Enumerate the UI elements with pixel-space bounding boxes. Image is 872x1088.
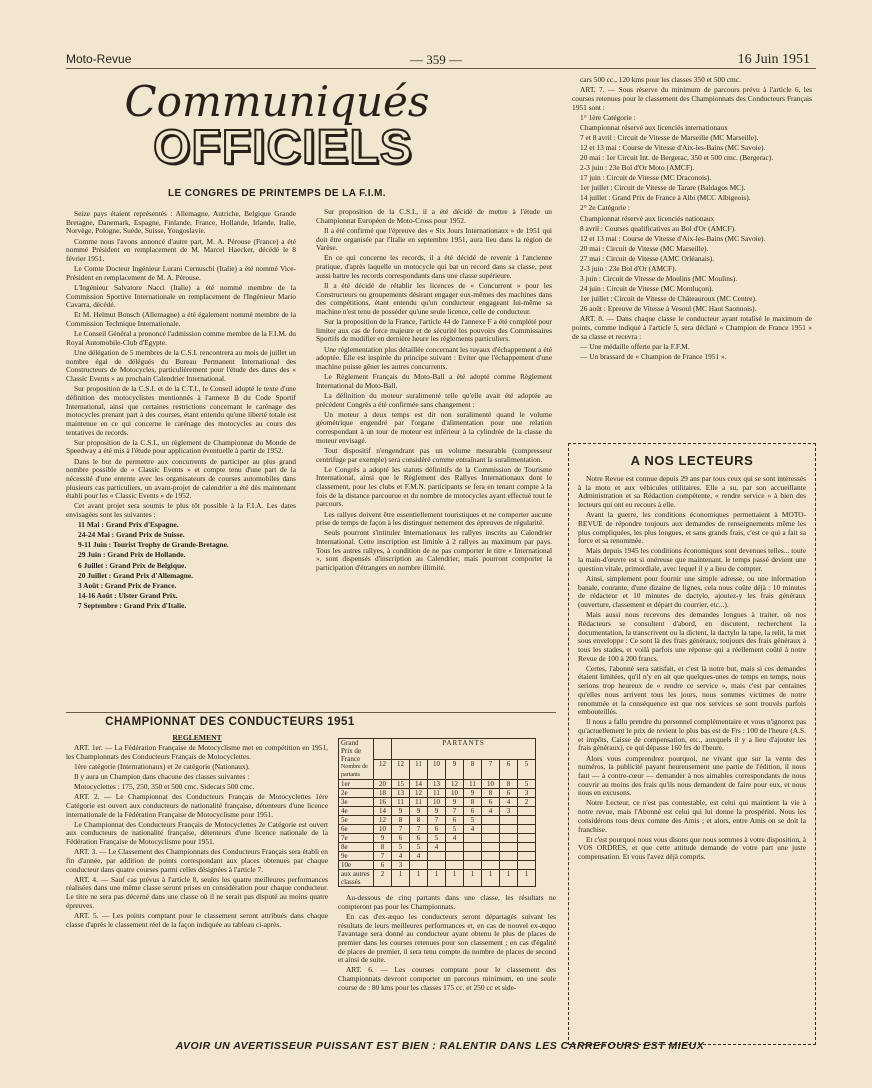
points-cell [518,843,536,852]
paragraph: Mais aussi nous recevons des demandes longues à traiter, où nos Rédacteurs se consultent d'abord, en discutent, recherchent la documentation, la transcrivent ou la dictent, la dactylo la tape, la relit, la met sous enveloppe : Ce sont là des frais généraux, toujours des frais généraux à tous les stades, et voilà parfois une réponse qui a réellement coûté à notre Revue de 100 à 200 francs. [578,610,806,663]
corner-sub: Nombre de partants [341,764,368,778]
column-header: 7 [482,759,500,780]
points-cell [446,843,464,852]
header-rule [66,68,816,69]
paragraph: Sur la proposition de la France, l'article 44 de l'annexe F a été complété pour limiter aux cas de force majeure et de sécurité les pouvoirs des Commissaires Sportifs de modifier en dernière heure les règlements particuliers. [316,317,552,344]
paragraph: En cas d'ex-æquo les conducteurs seront départagés suivant les résultats de leurs meilleures performances et, en cas de nouvel ex-æquo l'avantage sera donné au conducteur ayant obtenu le plus de places de premier dans les courses retenues pour son classement ; en cas d'égalité de places de premier, il sera tenu compte du nombre de places de second et ainsi de suite. [338,911,556,965]
paragraph: Et c'est pourquoi nous vous disons que nous sommes à votre disposition, à VOS ORDRES, et que cette attitude demande de votre part une juste compensation. Et vous l'avez déjà compris. [578,834,806,862]
table-row [339,789,536,798]
congress-subtitle: LE CONGRES DE PRINTEMPS DE LA F.I.M. [168,188,386,199]
paragraph: Un moteur à deux temps est dit non suralimenté quand le volume géométrique engendré par l'organe d'alimentation pour une relation correspondant à un tour de moteur est inférieur à la cylindrée de la classe du moteur envisagé. [316,409,552,445]
points-cell: 16 [374,798,392,807]
points-cell: 1 [392,870,410,887]
points-cell [518,807,536,816]
points-cell: 4 [392,852,410,861]
table-row [339,816,536,825]
paragraph: Le Règlement Français du Moto-Ball a été adopté comme Règlement International du Moto-Ball. [316,372,552,390]
championship-title: CHAMPIONNAT DES CONDUCTEURS 1951 [105,716,355,728]
paragraph: Ainsi, simplement pour fournir une simple adresse, ou une information banale, courante, d'une dizaine de lignes, cela nous coûte déjà : 10 minutes de rédacteur et 10 minutes de dactylo, ajoutez-y les frais généraux (ouverture, classement et départ du courrier, etc...). [578,573,806,610]
table-row [339,798,536,807]
paragraph: Au-dessous de cinq partants dans une classe, les résultats ne compteront pas pour les Championnats. [338,893,556,911]
points-cell: 5 [392,843,410,852]
points-cell [518,834,536,843]
paragraph: Une délégation de 5 membres de la C.S.I. rencontrera au mois de juillet un nombre égal de délégués du Bureau Permanent International des Constructeurs de Motocycles, particulièrement pour l'étude des dates des « Classic Events » au prochain Calendrier International. [66,347,296,383]
paragraph: ART. 8. — Dans chaque classe le conducteur ayant totalisé le maximum de points, comme indiqué à l'article 5, sera déclaré « Champion de France 1951 » de sa classe et recevra : [572,314,812,341]
paragraph: ART. 7. — Sous réserve du minimum de parcours prévu à l'article 6, les courses retenues pour le classement des Championnats des Conducteurs Français 1951 sont : [572,85,812,112]
corner-label: Grand Prix de France [341,739,362,763]
points-cell: 6 [410,834,428,843]
points-cell [482,861,500,870]
readers-notice-title: A NOS LECTEURS [630,453,754,468]
safety-slogan: AVOIR UN AVERTISSEUR PUISSANT EST BIEN : RALENTIR DANS LES CARREFOURS EST MIEUX [175,1040,705,1052]
paragraph: Motocyclettes : 175, 250, 350 et 500 cmc. Sidecars 500 cmc. [74,782,255,792]
points-cell: 4 [428,843,446,852]
points-cell: 18 [374,789,392,798]
points-cell [464,843,482,852]
event-date: 7 Septembre : Grand Prix d'Italie. [78,600,187,610]
points-cell: 6 [428,825,446,834]
column-header: 9 [446,759,464,780]
points-cell: 8 [392,816,410,825]
points-cell: 4 [482,807,500,816]
column-header [374,739,392,760]
paragraph: 1er juillet : Circuit de Vitesse de Tarare (Baldagos MC). [580,183,746,193]
paragraph: 8 avril : Courses qualificatives au Bol d'Or (AMCF). [580,223,736,233]
paragraph: Certes, l'abonné sera satisfait, et c'est là notre but, mais si ces demandes étaient limitées, qu'il n'y en ait que quelques-unes de temps en temps, nous serions trop heureux de « rendre ce service », mais c'est par centaines qu'elles nous arrivent tous les jours, nous sommes victimes de notre renommée et la conséquence est que nos services se sont trouvés parfois embouteillés. [578,663,806,717]
event-date: 29 Juin : Grand Prix de Hollande. [78,550,186,560]
points-cell [518,816,536,825]
paragraph: 24 juin : Circuit de Vitesse (MC Montluçon). [580,284,714,294]
event-date: 9-11 Juin : Tourist Trophy de Grande-Bretagne. [78,540,229,550]
event-date: 3 Août : Grand Prix de France. [78,580,177,590]
paragraph: 3 juin : Circuit de Vitesse de Moulins (MC Moulins). [580,274,738,284]
points-cell: 1 [482,870,500,887]
partants-header: PARTANTS [392,739,536,760]
points-cell: 7 [410,825,428,834]
paragraph: ART. 3. — Le Classement des Championnats des Conducteurs Français sera établi en fin d'année, par addition de points correspondant aux places obtenues par chaque conducteur dans quatre courses parmi celles désignées à l'article 7. [66,847,328,874]
points-cell: 1 [500,870,518,887]
paragraph: L'Ingénieur Salvatore Nacci (Italie) a été nommé membre de la Commission Sportive Internationale en remplacement de l'Ingénieur Mario Cavarra, décédé. [66,282,296,310]
paragraph: — Un brassard de « Champion de France 1951 ». [580,352,727,362]
points-cell: 5 [410,843,428,852]
place-label: 10e [339,861,374,870]
place-label: 6e [339,825,374,834]
points-cell: 9 [392,807,410,816]
points-cell: 7 [428,816,446,825]
table-row [339,852,536,861]
publication-name: Moto-Revue [66,52,132,66]
issue-date: 16 Juin 1951 [737,52,810,67]
paragraph: Le Comte Docteur Ingénieur Lurani Cernuschi (Italie) a été nommé Vice-Président en remplacement de M. A. Pérouse. [66,264,296,282]
points-cell: 8 [410,816,428,825]
reglement-heading: REGLEMENT [172,733,222,742]
column-1 [66,210,296,612]
table-row [339,834,536,843]
points-cell [446,852,464,861]
paragraph: 20 mai : Circuit de Vitesse (MC Marseille). [580,243,709,253]
points-cell [428,852,446,861]
table-row [339,825,536,834]
championship-regulation [66,734,328,931]
points-cell [518,861,536,870]
points-cell [500,843,518,852]
points-cell: 11 [392,798,410,807]
paragraph: Notre Revue est connue depuis 29 ans par tous ceux qui se sont intéressés à la moto et aux véhicules utilitaires. Elle a su, par son accueillante Administration et sa Rédaction compétente, « rendre service » à bien des lecteurs qui ont eu recours à elle. [578,474,806,510]
paragraph: Et M. Helmut Bonsch (Allemagne) a été également nommé membre de la Commission Technique Internationale. [66,310,296,328]
points-cell: 7 [446,807,464,816]
paragraph: Avant la guerre, les conditions économiques permettaient à MOTO-REVUE de répondre toujours aux demandes de renseignements même les plus compliquées, les plus longues, et sans grands frais, c'est ce qui a fait sa force et sa renommée. [578,510,806,546]
paragraph: 17 juin : Circuit de Vitesse (MC Draconois). [580,173,712,183]
title-communiques: Communiqués [124,77,430,126]
points-cell: 14 [374,807,392,816]
championship-continued [338,894,556,994]
paragraph: 20 mai : 1er Circuit Int. de Bergerac, 350 et 500 cmc. (Bergerac). [580,152,774,162]
paragraph: 2-3 juin : 23e Bol d'Or (AMCF). [580,264,677,273]
points-cell [500,852,518,861]
paragraph: Alors vous comprendrez pourquoi, ne vivant que sur la vente des numéros, la publicité payant heureusement une partie de l'édition, il nous faut — à contre-cœur — demander à nos aimables correspondants de nous couvrir au moins des frais qu'ils nous demandent de faire pour eux, et nous nous en excusons. [578,753,806,798]
points-cell: 1 [464,870,482,887]
points-cell: 6 [500,789,518,798]
paragraph: Une réglementation plus détaillée concernant les tuyaux d'échappement a été adoptée. Elle est inspirée du principe suivant : Eviter que l'échappement d'une machine puisse gêner les autres concurrents. [316,344,552,371]
column-header: 11 [410,759,428,780]
paragraph: Cet avant projet sera soumis le plus tôt possible à la F.I.A. Les dates envisagées sont les suivantes : [66,501,296,520]
place-label: 8e [339,843,374,852]
points-cell: 3 [518,789,536,798]
paragraph: Comme nous l'avons annoncé d'autre part, M. A. Pérouse (France) a été nommé Président en remplacement de M. Marcel Haecker, décédé le 8 février 1951. [66,236,296,263]
points-cell: 4 [464,825,482,834]
points-cell: 15 [392,780,410,789]
column-header: 5 [518,759,536,780]
paragraph: 7 et 8 avril : Circuit de Vitesse de Marseille (MC Marseille). [580,132,759,142]
place-label: 3e [339,798,374,807]
points-cell: 11 [464,780,482,789]
points-cell: 6 [446,816,464,825]
paragraph: ART. 2. — Le Championnat des Conducteurs Français de Motocyclettes 1ère Catégorie est ouvert aux conducteurs de nationalité française, détenteurs d'une licence internationale de la Fédération Française de Motocyclisme pour 1951. [66,792,328,819]
points-cell: 1 [446,870,464,887]
column-header: 10 [428,759,446,780]
title-officiels: OFFICIELS [153,121,413,174]
points-cell: 9 [464,789,482,798]
points-cell: 3 [392,861,410,870]
paragraph: Le Championnat des Conducteurs Français de Motocyclettes 2e Catégorie est ouvert aux conducteurs de nationalité française, détenteurs d'une licence nationale de la Fédération Française de Motocyclisme pour 1951. [66,819,328,847]
paragraph: Sur proposition de la C.S.I., un règlement de Championnat du Monde de Speedway a été mis à l'étude pour application éventuelle à partir de 1952. [66,437,296,456]
paragraph: La définition du moteur suralimenté telle qu'elle avait été adoptée au précédent Congrès a été confirmée sans changement : [316,390,552,409]
points-cell [464,861,482,870]
points-cell: 9 [428,807,446,816]
paragraph: Sur proposition de la C.S.I. et de la C.T.I., le Conseil adopté le texte d'une définition des motocyclistes mentionnés à l'annexe B du Code Sportif International, ainsi que certaines restrictions concernant le carénage des motocycles prenant part à des courses, étant entendu qu'une liberté totale est maintenue en ce qui concerne le carénage des motocycles au cours des tentatives de records. [66,384,296,437]
place-label: aux autres classés [339,870,374,887]
points-cell: 5 [446,825,464,834]
place-label: 5e [339,816,374,825]
event-date: 6 Juillet : Grand Prix de Belgique. [78,560,187,570]
points-cell [410,861,428,870]
column-3 [572,76,812,363]
points-cell: 14 [410,780,428,789]
points-cell: 3 [500,807,518,816]
points-cell: 7 [392,825,410,834]
paragraph: Championnat réservé aux licenciés nationaux [580,213,715,223]
paragraph: — Une médaille offerte par la F.F.M. [580,341,690,351]
paragraph: Il a été décidé de rétablir les licences de « Concurrent » pour les Constructeurs ou groupements désirant engager eux-mêmes des machines dans des compétitions, étant entendu qu'un conducteur engageant lui-même sa machine n'est tenu de posséder qu'une seule licence, celle de conducteur. [316,280,552,316]
column-header: 8 [464,759,482,780]
paragraph: Sur proposition de la C.S.I., il a été décidé de mettre à l'étude un Championnat Européen de Moto-Cross pour 1952. [316,207,552,225]
points-cell: 6 [392,834,410,843]
points-cell: 4 [410,852,428,861]
place-label: 9e [339,852,374,861]
points-cell [500,861,518,870]
points-cell: 4 [446,834,464,843]
points-cell: 9 [374,834,392,843]
points-cell: 7 [374,852,392,861]
points-cell [500,825,518,834]
points-cell: 11 [410,798,428,807]
points-cell: 5 [464,816,482,825]
points-cell [518,825,536,834]
table-row [339,807,536,816]
points-cell: 10 [428,798,446,807]
points-cell [464,834,482,843]
place-label: 4e [339,807,374,816]
points-cell: 6 [464,807,482,816]
paragraph: En ce qui concerne les records, il a été décidé de revenir à l'ancienne pratique, d'après laquelle un motocycle qui bat un record dans sa classe, peut aussi battre les records correspondants dans une classe supérieure. [316,253,552,280]
points-table [338,738,536,887]
points-cell: 5 [428,834,446,843]
paragraph: Il y aura un Champion dans chacune des classes suivantes : [74,771,250,781]
points-cell [446,861,464,870]
points-cell: 6 [482,798,500,807]
paragraph: ART. 5. — Les points comptant pour le classement seront attribués dans chaque classe d'après le classement réel de la façon indiquée au tableau ci-après. [66,910,328,929]
section-rule [66,712,556,713]
paragraph: Seize pays étaient représentés : Allemagne, Autriche, Belgique Grande Bretagne, Danemark, Espagne, Finlande, France, Hollande, Irlande, Italie, Norvège, Pologne, Suède, Suisse, Yougoslavie. [66,209,296,236]
paragraph: Il nous a fallu prendre du personnel complémentaire et vous n'ignorez pas qu'actuellement le prix de revient le plus bas est de Frs : 100 de l'heure (A.S. et impôts, Caisse de compensation, etc., auxquels il y a lieu d'ajouter les frais généraux), ce qui dépasse 160 frs de l'heure. [578,717,806,753]
paragraph: ART. 1er. — La Fédération Française de Motocyclisme met en compétition en 1951, les Championnats des Conducteurs Français de Motocyclettes. [66,743,328,761]
points-cell: 8 [464,798,482,807]
points-cell: 12 [446,780,464,789]
paragraph: 2° 2e Catégorie : [580,203,630,213]
points-cell [500,816,518,825]
paragraph: Seuls pourront s'intituler Internationaux les rallyes inscrits au Calendrier International. Cette inscription est limitée à 2 rallyes au maximum par pays. Tous les autres rallyes, à condition de ne pas comporter le titre « International », sont dispensés d'inscription au Calendrier, mais pourront comporter la participation d'étrangers en nombre illimité. [316,528,552,573]
points-cell [500,834,518,843]
paragraph: 26 août : Epreuve de Vitesse à Vesoul (MC Haut Saonnois). [580,304,757,314]
event-date: 14-16 Août : Ulster Grand Prix. [78,590,178,600]
paragraph: cars 500 cc., 120 kms pour les classes 350 et 500 cmc. [580,75,741,84]
paragraph: 2-3 juin : 23e Bol d'Or Moto (AMCF). [580,163,695,173]
points-cell: 11 [428,789,446,798]
points-cell: 4 [500,798,518,807]
points-cell [464,852,482,861]
paragraph: Le Conseil Général a prononcé l'admission comme membre de la F.I.M. du Royal Automobile-Club d'Egypte. [66,329,296,347]
paragraph: Tout dispositif n'engendrant pas un volume mesurable (compresseur centrifuge par exemple) sera considéré comme entraînant la suralimentation. [316,445,552,464]
points-cell: 20 [374,780,392,789]
points-cell: 13 [392,789,410,798]
paragraph: 1° 1ère Catégorie : [580,112,636,122]
readers-notice-text [578,475,806,863]
event-date: 24-24 Mai : Grand Prix de Suisse. [78,530,185,540]
paragraph: ART. 6. — Les courses comptant pour le classement des Championnats devront comporter un parcours minimum, en une seule course de : 80 kms pour les classes 175 cc. et 250 cc et side- [338,965,556,992]
paragraph: Notre Lecteur, ce n'est pas contestable, est celui qui maintient la vie à notre revue, mais l'Abonné est celui qui lui donne la prospérité. Nous les considérons tous deux comme des Amis ; et alors, entre Amis on se doit la franchise. [578,798,806,834]
points-cell: 10 [446,789,464,798]
table-corner [339,739,374,780]
table-row [339,861,536,870]
paragraph: 1ère catégorie (Internationaux) et 2e catégorie (Nationaux). [74,761,250,771]
points-cell: 9 [446,798,464,807]
paragraph: 27 mai : Circuit de Vitesse (AMC Orléanais). [580,253,715,263]
points-cell: 9 [410,807,428,816]
place-label: 1er [339,780,374,789]
points-cell: 5 [518,780,536,789]
column-header: 12 [392,759,410,780]
table-row [339,780,536,789]
points-cell [482,852,500,861]
points-cell: 8 [374,843,392,852]
points-cell [518,852,536,861]
points-cell: 1 [410,870,428,887]
points-cell: 8 [500,780,518,789]
points-cell: 12 [374,816,392,825]
table-row [339,843,536,852]
paragraph: Il a été confirmé que l'épreuve des « Six Jours Internationaux » de 1951 qui doit être organisée par l'Italie en septembre 1951, aura lieu dans la région de Varèse. [316,225,552,253]
points-cell: 1 [428,870,446,887]
place-label: 2e [339,789,374,798]
points-cell: 2 [374,870,392,887]
points-cell: 13 [428,780,446,789]
points-cell [482,825,500,834]
column-2 [316,208,552,574]
column-header: 12 [374,759,392,780]
event-date: 11 Mai : Grand Prix d'Espagne. [78,520,179,530]
points-cell: 10 [482,780,500,789]
column-header: 6 [500,759,518,780]
points-cell: 1 [518,870,536,887]
points-cell [482,816,500,825]
points-cell [482,834,500,843]
place-label: 7e [339,834,374,843]
paragraph: Mais depuis 1945 les conditions économiques sont devenues telles... toute la main-d'œuvre est si onéreuse que maintenant, le temps passé devient une question vitale, primordiale, avec lequel il y a lieu de compter. [578,546,806,573]
points-cell [428,861,446,870]
paragraph: Championnat réservé aux licenciés internationaux [580,122,728,132]
paragraph: 14 juillet : Grand Prix de France à Albi (MCC Albigeois). [580,193,751,203]
points-cell: 8 [482,789,500,798]
paragraph: Le Congrès a adopté les statuts définitifs de la Commission de Tourisme International, ainsi que le Règlement des Rallyes Internationaux dont le classement, pour les clubs et F.M.N. participants se fera en tenant compte à la fois de la distance parcourue et du nombre de motocycles ayant effectué tout le parcours. [316,464,552,509]
event-date: 20 Juillet : Grand Prix d'Allemagne. [78,570,193,580]
paragraph: 1er juillet : Circuit de Vitesse de Châteauroux (MC Centre). [580,294,757,304]
paragraph: 12 et 13 mai : Course de Vitesse d'Aix-les-Bains (MC Savoie). [580,142,766,152]
paragraph: Dans le but de permettre aux concurrents de participer au plus grand nombre possible de « Classic Events » et compte tenu d'une part de la nécessité d'une entente avec les organisateurs de courses automobiles dans plusieurs cas particuliers, un avant-projet de calendrier a été dès maintenant établi pour les « Classic Events » de 1952. [66,456,296,501]
points-cell [482,843,500,852]
paragraph: ART. 4. — Sauf cas prévus à l'article 8, seules les quatre meilleures performances réalisées dans une même classe seront prises en considération pour chaque conducteur. Le titre ne sera pas décerné dans une classe où il ne serait pas disputé au moins quatre épreuves. [66,874,328,910]
page-number: — 359 — [410,52,462,67]
table-row [339,870,536,887]
paragraph: 12 et 13 mai : Course de Vitesse d'Aix-les-Bains (MC Savoie). [580,233,766,243]
points-cell: 10 [374,825,392,834]
points-cell: 12 [410,789,428,798]
points-cell: 2 [518,798,536,807]
paragraph: Les rallyes doivent être essentiellement touristiques et ne comporter aucune prise de temps de façon à les distinguer nettement des épreuves de régularité. [316,509,552,528]
points-cell: 6 [374,861,392,870]
